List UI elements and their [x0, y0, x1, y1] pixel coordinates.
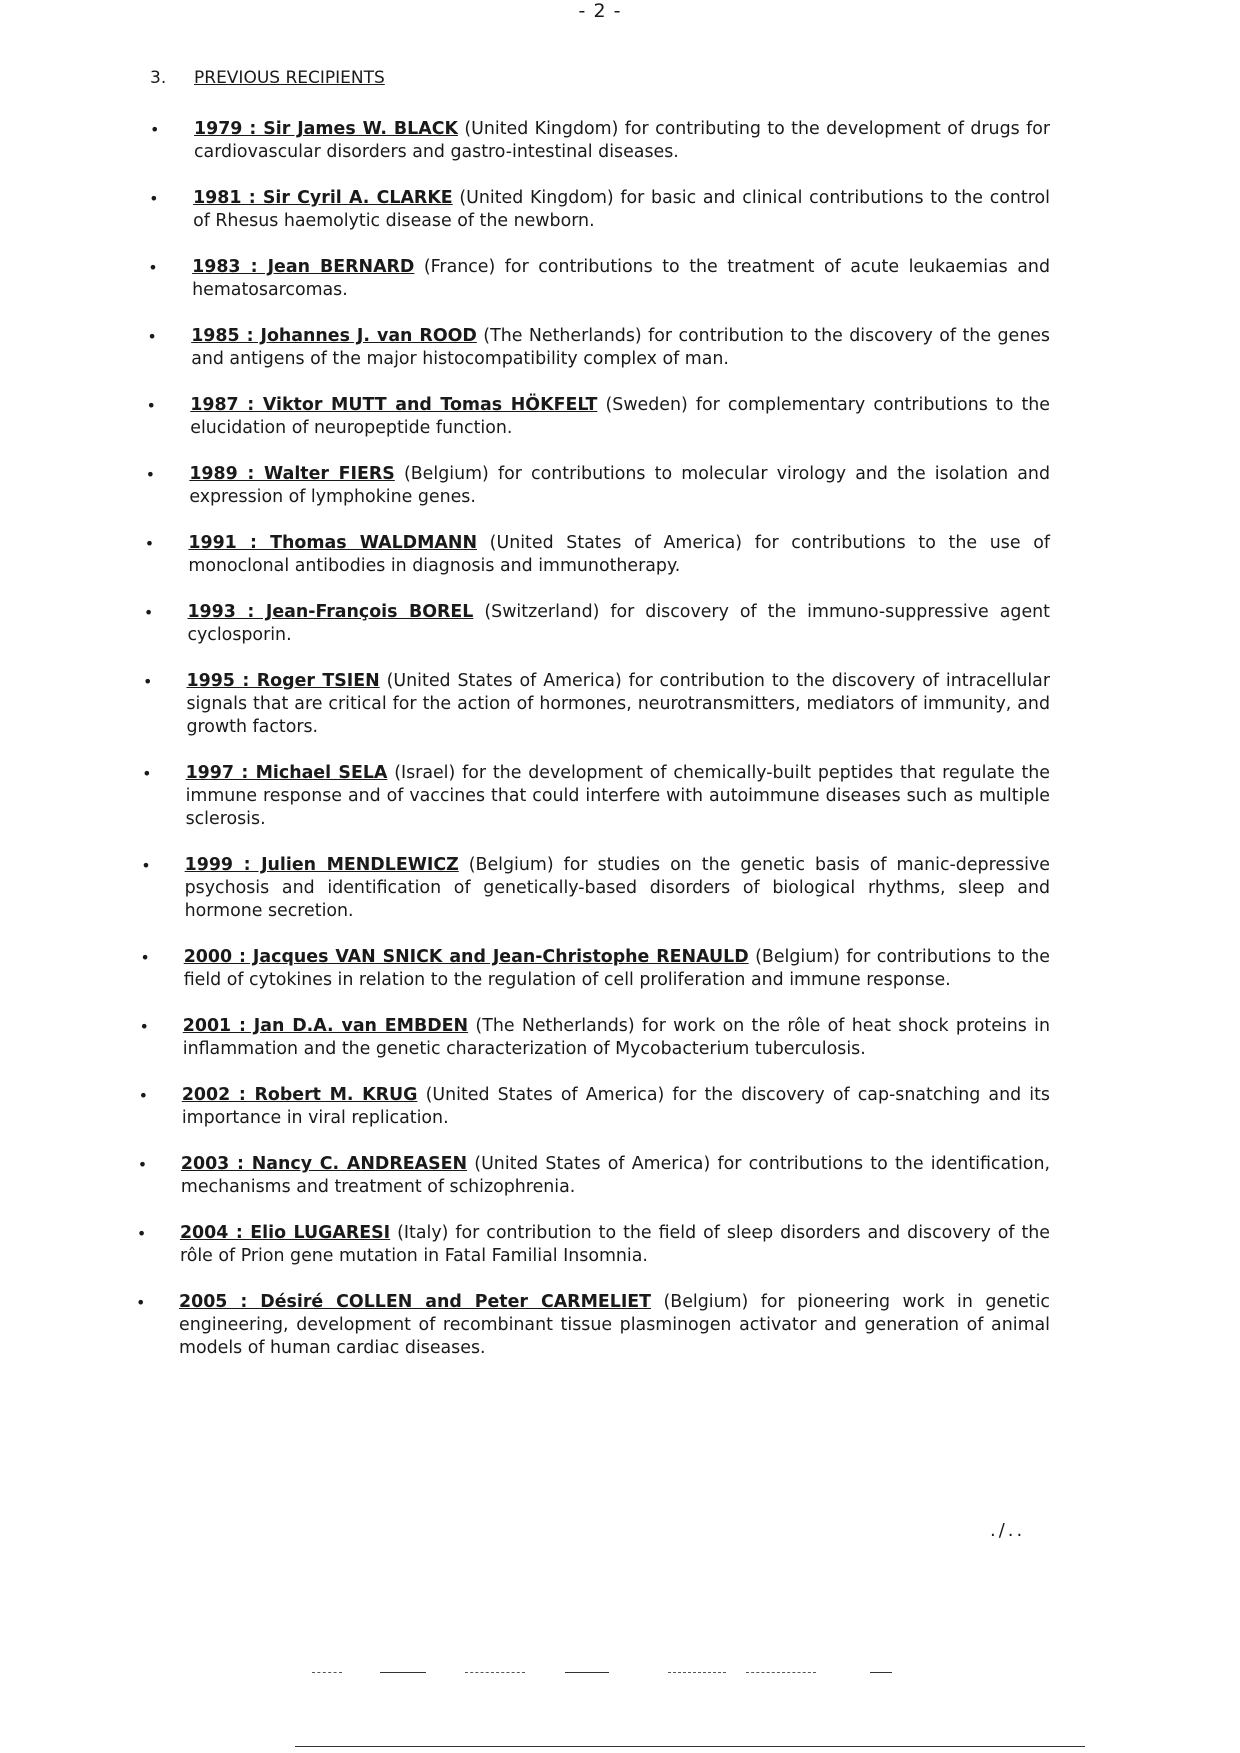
recipient-text — [190, 394, 1050, 440]
bullet-icon: • — [146, 396, 156, 415]
recipient-year-name: 1993 : Jean-François BOREL — [187, 602, 474, 622]
bullet-icon: • — [136, 1224, 147, 1243]
recipient-description: (Italy) for contribution to the field of sleep disorders and discovery of the rôle of Prion gene mutation in Fatal Familial Insomnia. — [179, 1223, 1050, 1266]
recipient-description: (Israel) for the development of chemically-built peptides that regulate the immune response and of vaccines that could interfere with autoimmune diseases such as multiple sclerosis. — [185, 763, 1051, 829]
recipient-year-name: 2005 : Désiré COLLEN and Peter CARMELIET — [179, 1292, 652, 1312]
recipient-entry — [0, 187, 1240, 233]
bullet-icon: • — [137, 1155, 148, 1174]
recipient-description: (United States of America) for contributions to the use of monoclonal antibodies in diagnosis and immunotherapy. — [188, 533, 1050, 576]
recipient-entry — [0, 532, 1240, 578]
recipient-entry — [0, 762, 1240, 831]
recipient-entry — [0, 325, 1240, 371]
footer-rule — [746, 1672, 816, 1673]
recipient-description: (United States of America) for contributions to the identification, mechanisms and treatment of schizophrenia. — [180, 1154, 1050, 1197]
recipient-description: (Belgium) for contributions to the field of cytokines in relation to the regulation of cell proliferation and immune response. — [183, 947, 1050, 990]
bottom-rule — [295, 1746, 1085, 1747]
bullet-icon: • — [150, 120, 160, 139]
recipient-entry — [0, 1153, 1240, 1199]
recipient-year-name: 1981 : Sir Cyril A. CLARKE — [193, 188, 453, 208]
recipient-entry — [0, 1222, 1240, 1268]
recipient-description: (United Kingdom) for contributing to the development of drugs for cardiovascular disorders and gastro-intestinal diseases. — [194, 119, 1050, 162]
footer-rule — [870, 1672, 892, 1673]
recipient-text — [194, 118, 1050, 164]
bullet-icon: • — [139, 1017, 149, 1036]
bullet-icon: • — [149, 189, 159, 208]
recipient-year-name: 1999 : Julien MENDLEWICZ — [184, 855, 459, 875]
recipient-year-name: 1989 : Walter FIERS — [189, 464, 395, 484]
recipient-text — [182, 1084, 1050, 1130]
recipient-text — [188, 532, 1050, 578]
recipient-year-name: 1985 : Johannes J. van ROOD — [191, 326, 477, 346]
recipient-year-name: 2002 : Robert M. KRUG — [181, 1085, 418, 1105]
recipient-entry — [0, 946, 1240, 992]
recipient-description: (Belgium) for studies on the genetic basis of manic-depressive psychosis and identification of genetically-based disorders of biological rhythms, sleep and hormone secretion. — [184, 855, 1050, 921]
recipient-description: (United Kingdom) for basic and clinical contributions to the control of Rhesus haemolytic disease of the newborn. — [193, 188, 1050, 231]
recipient-text — [187, 670, 1051, 739]
bullet-icon: • — [140, 948, 150, 967]
bullet-icon: • — [145, 465, 156, 484]
recipient-text — [189, 463, 1050, 509]
bullet-icon: • — [147, 327, 157, 346]
recipient-year-name: 2003 : Nancy C. ANDREASEN — [180, 1154, 468, 1174]
bullet-icon: • — [141, 856, 151, 875]
recipient-description: (Switzerland) for discovery of the immuno-suppressive agent cyclosporin. — [187, 602, 1050, 645]
recipient-year-name: 2000 : Jacques VAN SNICK and Jean-Christophe RENAULD — [183, 947, 749, 967]
recipient-text — [186, 762, 1050, 831]
recipient-year-name: 1991 : Thomas WALDMANN — [188, 533, 477, 553]
recipient-entry — [0, 1015, 1240, 1061]
recipient-text — [191, 325, 1050, 371]
recipient-year-name: 1987 : Viktor MUTT and Tomas HÖKFELT — [190, 395, 598, 415]
recipient-description: (United States of America) for the discovery of cap-snatching and its importance in viral replication. — [181, 1085, 1050, 1128]
recipient-entry — [0, 256, 1240, 302]
recipient-entry — [0, 670, 1240, 739]
section-title: PREVIOUS RECIPIENTS — [194, 68, 385, 88]
recipient-entry — [0, 601, 1240, 647]
page-number: - 2 - — [578, 0, 622, 22]
recipient-text — [185, 854, 1050, 923]
recipient-description: (Belgium) for pioneering work in genetic engineering, development of recombinant tissue plasminogen activator and generation of animal models of human cardiac diseases. — [179, 1292, 1050, 1358]
recipient-text — [187, 601, 1050, 647]
recipient-entry — [0, 463, 1240, 509]
recipient-year-name: 1983 : Jean BERNARD — [192, 257, 415, 277]
bullet-icon: • — [143, 672, 153, 691]
recipient-description: (France) for contributions to the treatment of acute leukaemias and hematosarcomas. — [192, 257, 1050, 300]
recipient-entry — [0, 118, 1240, 164]
recipient-text — [183, 1015, 1050, 1061]
section-heading — [150, 68, 385, 88]
bullet-icon: • — [136, 1293, 146, 1312]
footer-rule — [312, 1672, 342, 1673]
recipient-year-name: 2001 : Jan D.A. van EMBDEN — [182, 1016, 469, 1036]
recipients-list — [0, 118, 1240, 1383]
section-number: 3. — [150, 68, 167, 88]
footer-rule — [465, 1672, 525, 1673]
recipient-text — [184, 946, 1050, 992]
bullet-icon: • — [142, 764, 152, 783]
recipient-text — [180, 1222, 1050, 1268]
footer-rule — [668, 1672, 726, 1673]
recipient-text — [179, 1291, 1050, 1360]
recipient-year-name: 2004 : Elio LUGARESI — [179, 1223, 391, 1243]
footer-rule — [565, 1672, 609, 1673]
bullet-icon: • — [138, 1086, 149, 1105]
recipient-entry — [0, 1084, 1240, 1130]
recipient-entry — [0, 1291, 1240, 1360]
bullet-icon: • — [143, 603, 154, 622]
recipient-description: (Belgium) for contributions to molecular virology and the isolation and expression of lymphokine genes. — [189, 464, 1050, 507]
footer-rule — [380, 1672, 426, 1673]
bullet-icon: • — [144, 534, 155, 553]
recipient-year-name: 1995 : Roger TSIEN — [186, 671, 380, 691]
recipient-entry — [0, 394, 1240, 440]
recipient-entry — [0, 854, 1240, 923]
footer-rules — [0, 1672, 1240, 1676]
recipient-description: (Sweden) for complementary contributions to the elucidation of neuropeptide function. — [190, 395, 1050, 438]
recipient-description: (The Netherlands) for contribution to the discovery of the genes and antigens of the major histocompatibility complex of man. — [191, 326, 1050, 369]
recipient-year-name: 1997 : Michael SELA — [185, 763, 388, 783]
recipient-description: (The Netherlands) for work on the rôle of heat shock proteins in inflammation and the genetic characterization of Mycobacterium tuberculosis. — [182, 1016, 1050, 1059]
recipient-description: (United States of America) for contribution to the discovery of intracellular signals that are critical for the action of hormones, neurotransmitters, mediators of immunity, and growth factors. — [186, 671, 1050, 737]
recipient-text — [192, 256, 1050, 302]
recipient-year-name: 1979 : Sir James W. BLACK — [194, 119, 458, 139]
recipient-text — [181, 1153, 1050, 1199]
continuation-mark: ./.. — [990, 1520, 1026, 1541]
recipient-text — [193, 187, 1050, 233]
bullet-icon: • — [148, 258, 158, 277]
